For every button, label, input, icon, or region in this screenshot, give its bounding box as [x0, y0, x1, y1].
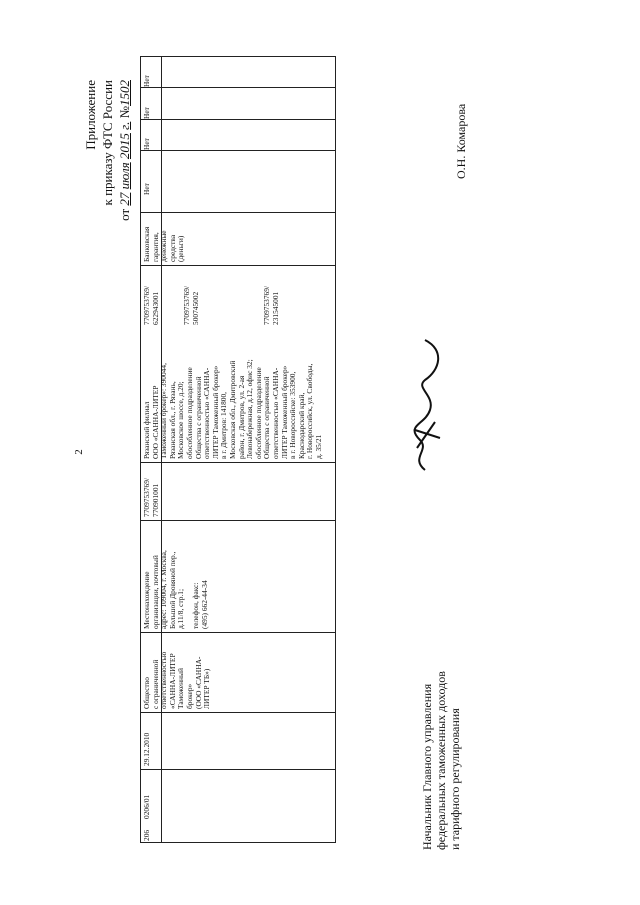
branch-inn-text: 7709753769/ [182, 285, 191, 325]
branch-line: г. Новороссийск, ул. Свободы, [305, 363, 315, 459]
table-divider [141, 520, 335, 521]
org-name-cell [143, 652, 212, 709]
security-line: (деньги) [176, 235, 186, 262]
location-line: телефон, факс: [190, 582, 200, 629]
inn-kpp-cell [143, 478, 160, 517]
branch-line: Московская обл., Дмитровский [227, 360, 237, 459]
security-line: гарантия, [150, 232, 160, 262]
org-name-line: Таможенный [176, 668, 186, 709]
branch-line: Общества с ограниченной [193, 376, 203, 459]
branch-inn-text: 7709753769/ [262, 285, 271, 325]
order-month: июля [117, 162, 132, 190]
branch-line: в г. Дмитров: 141800, [219, 391, 229, 459]
branch-inn-text: 500745002 [190, 291, 200, 325]
branch-inn-text: 7709753769/ [142, 285, 151, 325]
table-divider [141, 462, 335, 463]
row-index-cell: 206 [142, 829, 151, 841]
signatory-name: О.Н. Комарова [454, 103, 468, 179]
signatory-position [420, 610, 480, 850]
security-line: денежные [159, 230, 169, 262]
security-line: Банковская [142, 226, 151, 262]
reg-number-cell: 0206/01 [142, 794, 151, 819]
table-divider [141, 769, 335, 770]
branch-line: д. 35/21 [313, 434, 323, 459]
position-line: федеральных таможенных доходов [434, 671, 448, 850]
org-name-line: ответственностью [159, 651, 169, 709]
branch-line: Рязанская обл., г. Рязань, [167, 381, 177, 459]
page-number: 2 [72, 449, 85, 455]
branch-line: в г. Новороссийске: 353900, [288, 371, 298, 459]
branch-line: Краснодарский край, [296, 392, 306, 459]
org-name-line: (ООО «САННА- [193, 656, 203, 709]
table-divider [141, 712, 335, 713]
table-divider [141, 119, 335, 120]
location-line: д.11/8, стр.1; [176, 588, 186, 629]
org-name-line: брокер» [184, 683, 194, 709]
location-line: адрес: 109004, г. Москва, [159, 550, 169, 629]
Нет-cell-1: Нет [142, 183, 151, 195]
org-name-line: ЛИТЕР ТБ») [202, 668, 212, 709]
order-date-number [116, 80, 133, 320]
Нет-cell-2: Нет [142, 138, 151, 150]
location-line: Местонахождение [142, 571, 151, 629]
branch-inn-text: 231545001 [270, 291, 280, 325]
order-day: 27 [117, 192, 132, 206]
branch-line: Общества с ограниченной [262, 376, 272, 459]
branch-line: обособленное подразделение [253, 367, 263, 459]
number-label: № [117, 106, 132, 119]
branch-line: Московское шоссе, д.20; [176, 381, 186, 459]
table-divider [141, 632, 335, 633]
location-line: Большой Дровяной пер., [167, 551, 177, 629]
date-cell: 29.12.2010 [142, 732, 151, 766]
branches-cell [143, 359, 323, 459]
branch-line: ответственностью «САННА- [202, 367, 212, 459]
appendix-title: Приложение [83, 80, 98, 150]
security-cell [143, 227, 186, 262]
branch-line: ЛИТЕР Таможенный брокер» [210, 365, 220, 459]
order-reference: к приказу ФТС России [100, 80, 115, 206]
table-divider [141, 212, 335, 213]
branch-inn-1 [143, 286, 160, 325]
branch-line: Таможенный брокер»: 390044, [159, 363, 169, 459]
table-divider [141, 150, 335, 151]
org-name-line: с ограниченной [150, 659, 160, 709]
branch-line: Левонабережная, д.12, офис 32; [245, 359, 255, 459]
branch-line: обособленное подразделение [184, 367, 194, 459]
Нет-cell-4: Нет [142, 75, 151, 87]
branch-inn-text: 622943001 [150, 291, 160, 325]
order-year: 2015 [117, 133, 132, 160]
location-line: организации, почтовый [150, 555, 160, 629]
org-name-line: «САННА-ЛИТЕР [167, 653, 177, 709]
inn-text: 770901001 [150, 483, 160, 517]
branch-line: ответственностью «САННА- [270, 367, 280, 459]
registry-table [140, 56, 336, 843]
org-name-line: Общество [142, 677, 151, 709]
order-year-suffix: г. [117, 121, 132, 130]
branch-line: ЛИТЕР Таможенный брокер» [279, 365, 289, 459]
Нет-cell-3: Нет [142, 107, 151, 119]
position-line: и тарифного регулирования [448, 708, 462, 850]
table-divider [141, 87, 335, 88]
security-line: средства [167, 234, 177, 262]
signature-mark [395, 330, 455, 480]
from-label: от [117, 208, 132, 221]
branch-line: Рязанский филиал [142, 401, 151, 459]
location-cell [143, 550, 209, 629]
inn-text: 7709753769/ [142, 477, 151, 517]
branch-line: район, г. Дмитров, ул. 2-ая [236, 375, 246, 459]
branch-inn-3 [263, 286, 280, 325]
table-divider [141, 265, 335, 266]
location-line: (495) 662-44-34 [199, 580, 209, 629]
position-line: Начальник Главного управления [420, 683, 434, 850]
branch-line: ООО «САННА-ЛИТЕР [150, 385, 160, 459]
branch-inn-2 [183, 286, 200, 325]
order-number: 1502 [117, 80, 132, 106]
